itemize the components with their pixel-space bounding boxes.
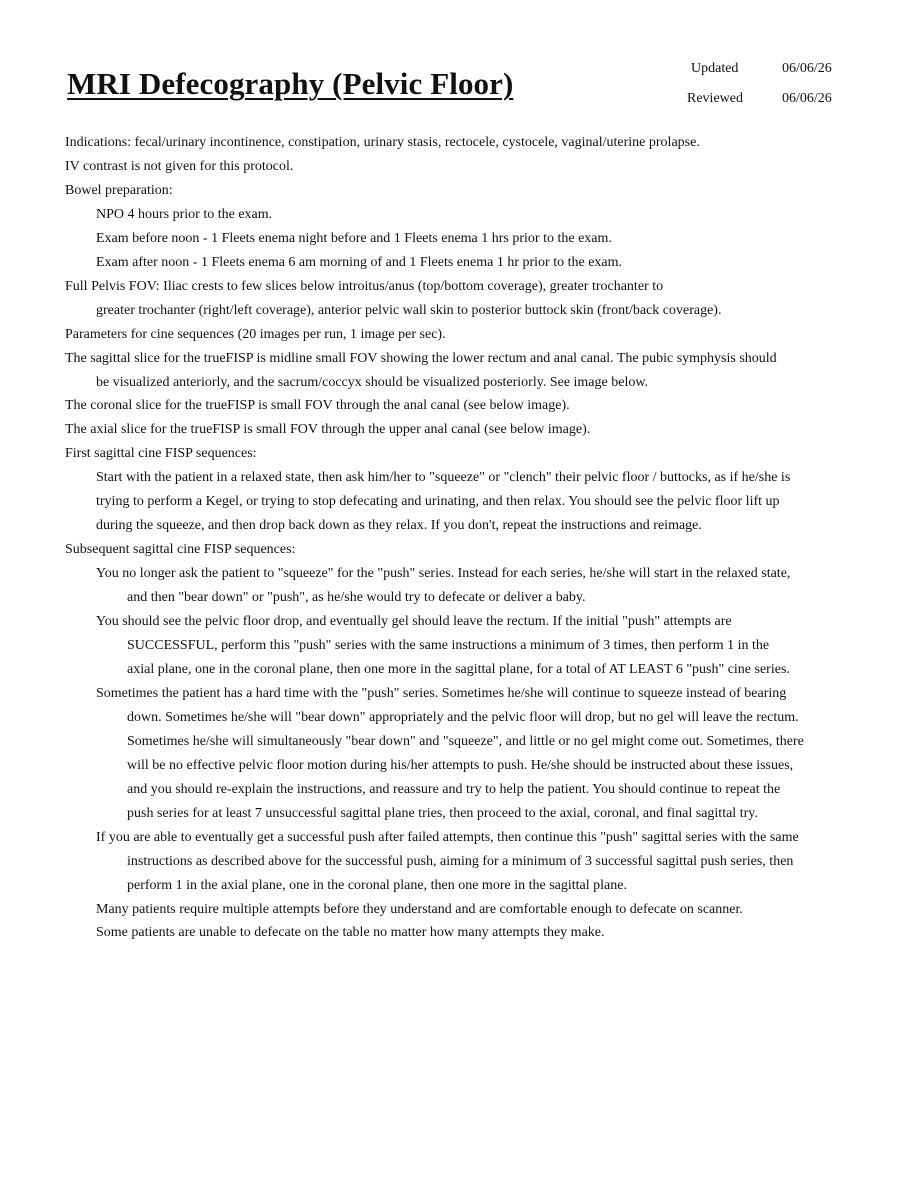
- updated-label: Updated: [691, 61, 739, 76]
- page-title: MRI Defecography (Pelvic Floor): [67, 66, 514, 101]
- contrast-line: IV contrast is not given for this protocol.: [65, 158, 294, 174]
- push-eventual-line-3: perform 1 in the axial plane, one in the coronal plane, then one more in the sagittal plane.: [127, 877, 627, 893]
- first-cine-line-1: Start with the patient in a relaxed state, then ask him/her to "squeeze" or "clench" their pelvic floor / buttocks, as if he/she is: [96, 470, 791, 486]
- reviewed-label: Reviewed: [687, 91, 743, 106]
- bowel-prep-after-noon: Exam after noon - 1 Fleets enema 6 am morning of and 1 Fleets enema 1 hr prior to the exam.: [96, 254, 623, 270]
- push-difficulty-line-5: and you should re-explain the instructions, and reassure and try to help the patient. You should continue to repeat the: [127, 781, 781, 797]
- push-success-line-1: You should see the pelvic floor drop, and eventually gel should leave the rectum. If the initial "push" attempts are: [96, 614, 732, 630]
- push-success-line-3: axial plane, one in the coronal plane, then one more in the sagittal plane, for a total of AT LEAST 6 "push" cine series.: [127, 661, 790, 677]
- push-difficulty-line-1: Sometimes the patient has a hard time with the "push" series. Sometimes he/she will continue to squeeze instead of bearing: [96, 685, 787, 701]
- push-intro-line-2: and then "bear down" or "push", as he/she would try to defecate or deliver a baby.: [127, 590, 586, 606]
- first-cine-line-3: during the squeeze, and then drop back down as they relax. If you don't, repeat the instructions and reimage.: [96, 518, 702, 534]
- bowel-prep-before-noon: Exam before noon - 1 Fleets enema night before and 1 Fleets enema 1 hrs prior to the exam.: [96, 230, 612, 246]
- first-cine-line-2: trying to perform a Kegel, or trying to stop defecating and urinating, and then relax. You should see the pelvic floor lift up: [96, 494, 780, 510]
- protocol-body: [65, 131, 865, 945]
- fov-line-2: greater trochanter (right/left coverage), anterior pelvic wall skin to posterior buttock skin (front/back coverage).: [96, 302, 722, 318]
- fov-line-1: Full Pelvis FOV: Iliac crests to few slices below introitus/anus (top/bottom coverage), greater trochanter to: [65, 278, 664, 294]
- axial-line: The axial slice for the trueFISP is small FOV through the upper anal canal (see below image).: [65, 422, 591, 438]
- indications-line: Indications: fecal/urinary incontinence, constipation, urinary stasis, rectocele, cystocele, vaginal/uterine prolapse.: [65, 135, 700, 150]
- multiple-attempts-line: Many patients require multiple attempts before they understand and are comfortable enough to defecate on scanner.: [96, 901, 743, 917]
- sagittal-line-1: The sagittal slice for the trueFISP is midline small FOV showing the lower rectum and anal canal. The pubic symphysis should: [65, 350, 777, 366]
- updated-date: 06/06/26: [782, 61, 832, 76]
- parameters-line: Parameters for cine sequences (20 images per run, 1 image per sec).: [65, 326, 446, 342]
- push-success-line-2: SUCCESSFUL, perform this "push" series with the same instructions a minimum of 3 times, then perform 1 in the: [127, 638, 770, 654]
- push-difficulty-line-2: down. Sometimes he/she will "bear down" appropriately and the pelvic floor will drop, but no gel will leave the rectum.: [127, 709, 799, 725]
- first-cine-heading: First sagittal cine FISP sequences:: [65, 446, 257, 462]
- reviewed-date: 06/06/26: [782, 91, 832, 106]
- push-eventual-line-2: instructions as described above for the successful push, aiming for a minimum of 3 successful sagittal push series, then: [127, 853, 794, 869]
- subsequent-cine-heading: Subsequent sagittal cine FISP sequences:: [65, 542, 296, 558]
- push-difficulty-line-4: will be no effective pelvic floor motion during his/her attempts to push. He/she should be instructed about these issues,: [127, 757, 794, 773]
- coronal-line: The coronal slice for the trueFISP is small FOV through the anal canal (see below image).: [65, 398, 570, 414]
- unable-line: Some patients are unable to defecate on the table no matter how many attempts they make.: [96, 925, 605, 941]
- push-difficulty-line-3: Sometimes he/she will simultaneously "bear down" and "squeeze", and little or no gel might come out. Sometimes, there: [127, 733, 804, 749]
- push-difficulty-line-6: push series for at least 7 unsuccessful sagittal plane tries, then proceed to the axial, coronal, and final sagittal try.: [127, 805, 758, 821]
- sagittal-line-2: be visualized anteriorly, and the sacrum/coccyx should be visualized posteriorly. See image below.: [96, 374, 649, 390]
- push-intro-line-1: You no longer ask the patient to "squeeze" for the "push" series. Instead for each series, he/she will start in the relaxed state,: [96, 566, 791, 582]
- bowel-prep-heading: Bowel preparation:: [65, 182, 173, 198]
- bowel-prep-npo: NPO 4 hours prior to the exam.: [96, 206, 273, 222]
- push-eventual-line-1: If you are able to eventually get a successful push after failed attempts, then continue this "push" sagittal series with the same: [96, 829, 799, 845]
